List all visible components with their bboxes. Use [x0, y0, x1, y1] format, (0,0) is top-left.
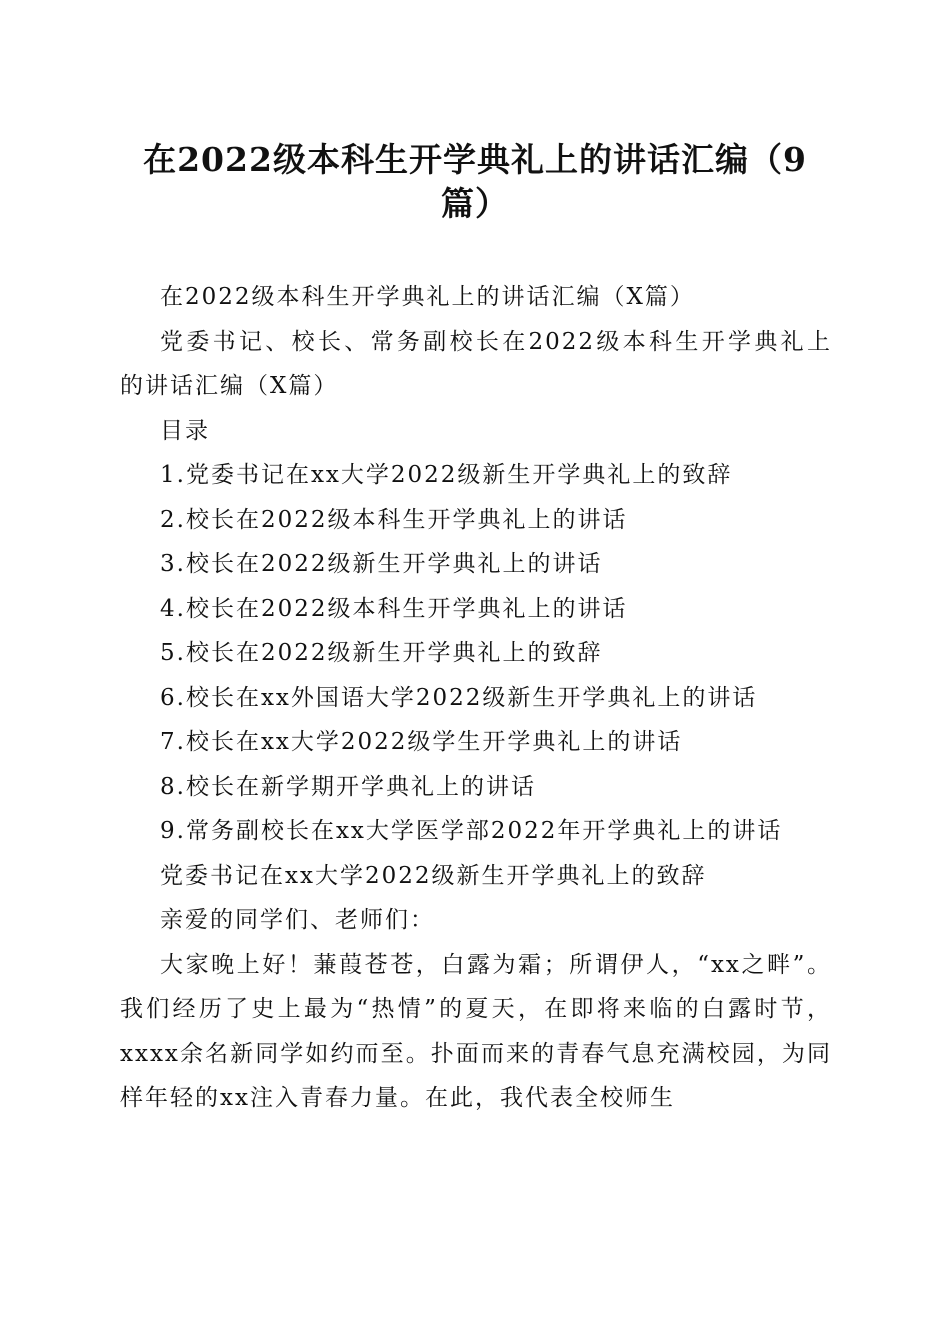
toc-item: 8.校长在新学期开学典礼上的讲话	[160, 773, 536, 800]
toc-item: 9.常务副校长在xx大学医学部2022年开学典礼上的讲话	[160, 818, 783, 844]
toc-item: 2.校长在2022级本科生开学典礼上的讲话	[160, 506, 628, 533]
subtitle-paragraph: 在2022级本科生开学典礼上的讲话汇编（X篇）	[160, 284, 695, 310]
toc-item: 5.校长在2022级新生开学典礼上的致辞	[160, 640, 603, 666]
toc-item: 6.校长在xx外国语大学2022级新生开学典礼上的讲话	[160, 684, 758, 711]
toc-item: 1.党委书记在xx大学2022级新生开学典礼上的致辞	[160, 462, 733, 488]
toc-item: 7.校长在xx大学2022级学生开学典礼上的讲话	[160, 729, 683, 755]
document-body	[120, 275, 832, 1121]
intro-paragraph-line-2: 的讲话汇编（X篇）	[120, 373, 339, 399]
toc-item: 3.校长在2022级新生开学典礼上的讲话	[160, 551, 603, 577]
greeting: 亲爱的同学们、老师们：	[160, 907, 435, 933]
speech-paragraph: 大家晚上好！蒹葭苍苍，白露为霜；所谓伊人，“xx之畔”。我们经历了史上最为“热情”的夏天，在即将来临的白露时节，xxxx余名新同学如约而至。扑面而来的青春气息充满校园，为同样年轻的xx注入青春力量。在此，我代表全校师生	[120, 951, 832, 1111]
intro-paragraph-line-1: 党委书记、校长、常务副校长在2022级本科生开学典礼上	[160, 328, 832, 355]
speech-title: 党委书记在xx大学2022级新生开学典礼上的致辞	[160, 862, 707, 889]
toc-heading: 目录	[160, 417, 210, 444]
toc-item: 4.校长在2022级本科生开学典礼上的讲话	[160, 595, 628, 622]
document-title	[120, 138, 830, 226]
title-line-2: 篇）	[441, 184, 509, 223]
title-line-1: 在2022级本科生开学典礼上的讲话汇编（9	[143, 140, 807, 179]
